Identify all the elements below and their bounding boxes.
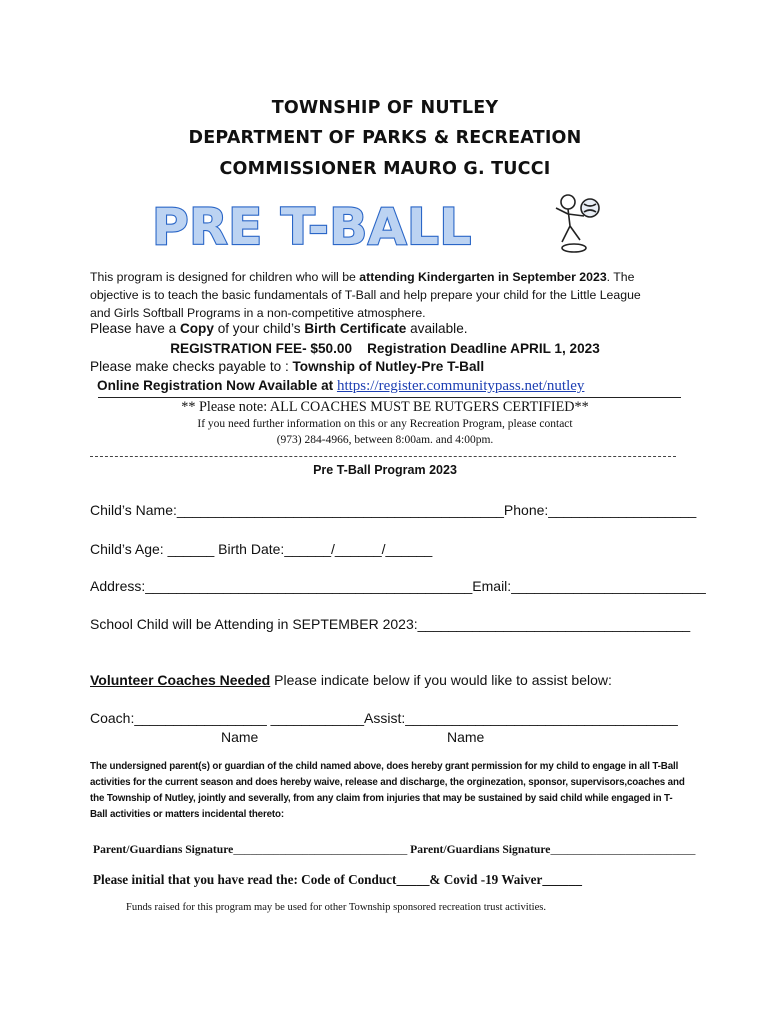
- intro-line-3: and Girls Softball Programs in a non-competitive atmosphere.: [90, 306, 426, 320]
- volunteer-heading: Volunteer Coaches Needed: [90, 672, 271, 688]
- checks-payable-line: Please make checks payable to : Township of Nutley-Pre T-Ball: [90, 359, 485, 374]
- signature-label-2: Parent/Guardians Signature: [407, 843, 551, 856]
- coach-label: Coach:: [90, 710, 135, 726]
- phone-field[interactable]: ___________________: [548, 502, 697, 518]
- coach-assist-row: [90, 710, 678, 726]
- pre-tball-title: [150, 188, 620, 260]
- email-label: Email:: [472, 578, 512, 594]
- code-of-conduct-initial-field[interactable]: _____: [396, 872, 430, 887]
- coach-name-caption: Name: [221, 729, 259, 745]
- baseball-player-icon: [556, 195, 599, 252]
- signatures-row: [93, 843, 695, 856]
- signature-label-1: Parent/Guardians Signature: [93, 843, 234, 856]
- waiver-line-1: The undersigned parent(s) or guardian of the child named above, does hereby grant permission for my child to engage in all T-Ball: [90, 761, 679, 772]
- child-name-field[interactable]: __________________________________________: [176, 502, 504, 518]
- child-age-field[interactable]: ______: [167, 541, 215, 557]
- volunteer-row: [90, 672, 612, 688]
- pre-tball-title-text: PRE T-BALL: [152, 198, 472, 256]
- assist-label: Assist:: [364, 710, 406, 726]
- coach-field[interactable]: _________________ ____________: [134, 710, 365, 726]
- address-field[interactable]: __________________________________________: [145, 578, 473, 594]
- info-line-2: (973) 284-4966, between 8:00am. and 4:00pm.: [276, 434, 494, 446]
- child-age-label: Child’s Age:: [90, 541, 168, 557]
- intro-line-2: objective is to teach the basic fundamentals of T-Ball and help prepare your child for the Little League: [90, 288, 641, 302]
- school-row: [90, 616, 690, 632]
- birth-date-field[interactable]: ______/______/______: [284, 541, 433, 557]
- coaches-certified-note: ** Please note: ALL COACHES MUST BE RUTGERS CERTIFIED**: [181, 399, 589, 415]
- school-field[interactable]: ___________________________________: [417, 616, 691, 632]
- waiver-line-3: the Township of Nutley, jointly and severally, from any claim from injuries that may be sustained by said child while engaged in T-: [90, 793, 673, 804]
- waiver-line-4: Ball activities or matters incidental thereto:: [90, 809, 284, 820]
- child-name-label: Child’s Name:: [90, 502, 177, 518]
- intro-line-1: This program is designed for children who will be attending Kindergarten in September 2023. The: [90, 270, 635, 284]
- child-name-row: [90, 502, 696, 518]
- code-of-conduct-label: Please initial that you have read the: Code of Conduct: [93, 872, 397, 887]
- volunteer-text: Please indicate below if you would like to assist below:: [270, 672, 612, 688]
- info-line-1: If you need further information on this or any Recreation Program, please contact: [197, 418, 573, 430]
- address-label: Address:: [90, 578, 146, 594]
- birth-certificate-note: Please have a Copy of your child’s Birth Certificate available.: [90, 321, 468, 336]
- divider-rule: [98, 397, 681, 398]
- school-label: School Child will be Attending in SEPTEMBER 2023:: [90, 616, 418, 632]
- child-age-row: [90, 541, 432, 557]
- phone-label: Phone:: [503, 502, 549, 518]
- email-field[interactable]: _________________________: [511, 578, 706, 594]
- assist-name-caption: Name: [447, 729, 485, 745]
- signature-field-1[interactable]: ______________________________: [233, 843, 408, 856]
- form-title: Pre T-Ball Program 2023: [313, 463, 457, 477]
- assist-field[interactable]: ___________________________________: [405, 710, 678, 726]
- initials-row: [93, 872, 582, 888]
- covid-waiver-label: & Covid -19 Waiver: [429, 872, 543, 887]
- footer-note: Funds raised for this program may be used for other Township sponsored recreation trust activities.: [126, 902, 547, 913]
- waiver-line-2: activities for the current season and does hereby waive, release and discharge, the orginezation, sponsor, supervisors,coaches and: [90, 777, 685, 788]
- signature-field-2[interactable]: _________________________: [550, 843, 696, 856]
- address-row: [90, 578, 706, 594]
- cut-line: [90, 456, 676, 457]
- online-registration-line: Online Registration Now Available at https://register.communitypass.net/nutley: [97, 378, 585, 394]
- header-commissioner: COMMISSIONER MAURO G. TUCCI: [219, 159, 551, 179]
- registration-link[interactable]: https://register.communitypass.net/nutley: [336, 378, 585, 394]
- header-township: TOWNSHIP OF NUTLEY: [271, 98, 499, 118]
- header-department: DEPARTMENT OF PARKS & RECREATION: [188, 128, 582, 148]
- birth-date-label: Birth Date:: [214, 541, 285, 557]
- covid-waiver-initial-field[interactable]: ______: [542, 872, 582, 887]
- fee-deadline-line: REGISTRATION FEE- $50.00 Registration Deadline APRIL 1, 2023: [170, 341, 600, 356]
